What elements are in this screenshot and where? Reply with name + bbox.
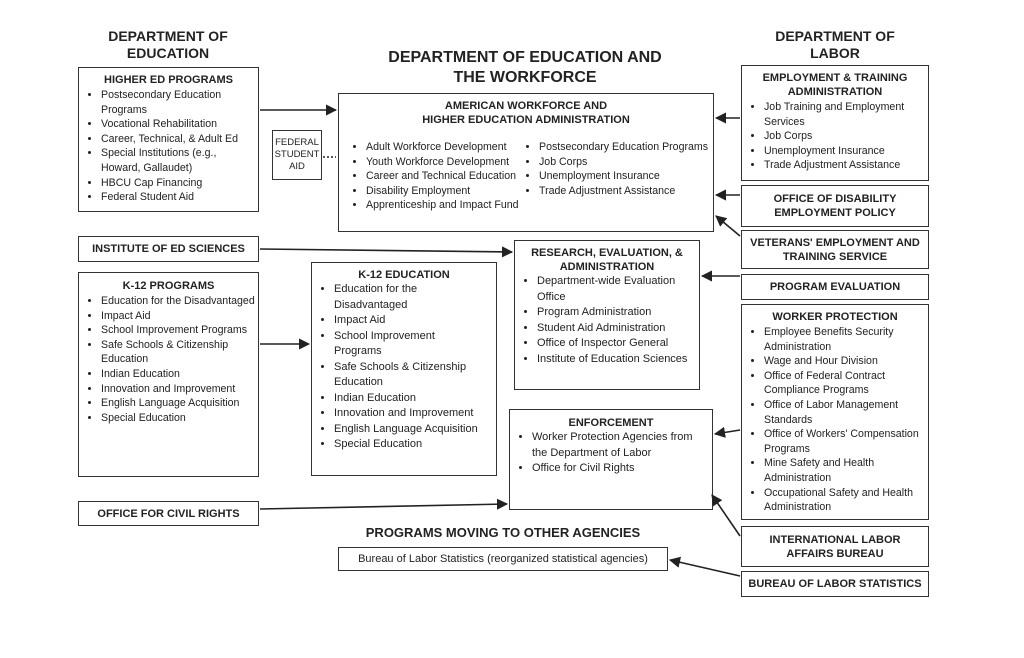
list-item: • Unemployment Insurance (539, 169, 719, 184)
k12-education-box (311, 262, 497, 476)
list-item: • Career, Technical, & Adult Ed (101, 132, 258, 147)
list-item: • Unemployment Insurance (764, 144, 924, 159)
eta-title: EMPLOYMENT & TRAINING ADMINISTRATION (762, 72, 908, 98)
list-item: • Youth Workforce Development (366, 155, 546, 170)
programs-moving-title: PROGRAMS MOVING TO OTHER AGENCIES (365, 525, 641, 540)
page-title: DEPARTMENT OF EDUCATION AND THE WORKFORCE (388, 49, 662, 86)
dept-labor-title: DEPARTMENT OF LABOR (775, 28, 895, 61)
bls-label: BUREAU OF LABOR STATISTICS (748, 578, 922, 590)
list-item: • Job Corps (764, 129, 924, 144)
enforcement-box (509, 409, 713, 510)
list-item: • Career and Technical Education (366, 169, 546, 184)
arrow-ocr-to-enforcement (260, 504, 507, 509)
bls-moving-label: Bureau of Labor Statistics (reorganized statistical agencies) (358, 553, 648, 565)
federal-student-aid-label: FEDERAL STUDENT AID (274, 137, 320, 172)
list-item: • Education for the Disadvantaged (334, 282, 484, 313)
list-item: • Adult Workforce Development (366, 140, 546, 155)
k12-programs-box (78, 272, 259, 477)
ies-label: INSTITUTE OF ED SCIENCES (92, 243, 245, 255)
ocr-box (78, 501, 259, 526)
list-item: • School Improvement Programs (334, 329, 484, 360)
eta-list (742, 100, 924, 173)
enforcement-list (510, 430, 710, 477)
higher-ed-programs-list (79, 88, 258, 205)
odep-label: OFFICE OF DISABILITY EMPLOYMENT POLICY (773, 193, 897, 219)
dept-education-title: DEPARTMENT OF EDUCATION (108, 28, 228, 61)
list-item: • Worker Protection Agencies from the Department of Labor (532, 430, 710, 461)
list-item: • Wage and Hour Division (764, 354, 924, 369)
list-item: • Special Education (334, 437, 484, 453)
list-item: • Office for Civil Rights (532, 461, 710, 477)
list-item: • Trade Adjustment Assistance (539, 184, 719, 199)
higher-ed-programs-box (78, 67, 259, 212)
awhea-title: AMERICAN WORKFORCE AND HIGHER EDUCATION ADMINISTRATION (422, 100, 630, 126)
ocr-label: OFFICE FOR CIVIL RIGHTS (97, 507, 240, 520)
list-item: • HBCU Cap Financing (101, 176, 258, 191)
odep-box (741, 185, 929, 227)
list-item: • Education for the Disadvantaged (101, 294, 258, 309)
program-evaluation-label: PROGRAM EVALUATION (769, 281, 901, 293)
vets-label: VETERANS' EMPLOYMENT AND TRAINING SERVICE (750, 236, 920, 263)
list-item: • Employee Benefits Security Administration (764, 325, 924, 354)
ies-box (78, 236, 259, 262)
program-evaluation-box (741, 274, 929, 300)
list-item: • Apprenticeship and Impact Fund (366, 198, 546, 213)
list-item: • Job Corps (539, 155, 719, 170)
awhea-box (338, 93, 714, 232)
list-item: • Office of Federal Contract Compliance Programs (764, 369, 924, 398)
list-item: • Office of Inspector General (537, 336, 702, 352)
list-item: • Occupational Safety and Health Administration (764, 486, 924, 515)
worker-protection-box (741, 304, 929, 520)
list-item: • Innovation and Improvement (334, 406, 484, 422)
list-item: • Office of Labor Management Standards (764, 398, 924, 427)
worker-protection-list (742, 325, 924, 515)
list-item: • Safe Schools & Citizenship Education (101, 338, 258, 367)
list-item: • English Language Acquisition (334, 422, 484, 438)
list-item: • Federal Student Aid (101, 190, 258, 205)
arrow-worker-protection-to-enforcement (715, 430, 740, 434)
list-item: • Institute of Education Sciences (537, 352, 702, 368)
list-item: • Impact Aid (334, 313, 484, 329)
list-item: • Special Education (101, 411, 258, 426)
k12-education-list (312, 282, 484, 453)
bls-moving-box (338, 547, 668, 571)
federal-student-aid-box (272, 130, 322, 180)
vets-box (741, 230, 929, 269)
arrow-vets-to-awhea (716, 216, 740, 236)
awhea-left-list (344, 140, 546, 213)
list-item: • Indian Education (334, 391, 484, 407)
rea-box (514, 240, 700, 390)
rea-list (515, 274, 702, 367)
list-item: • Impact Aid (101, 309, 258, 324)
list-item: • School Improvement Programs (101, 323, 258, 338)
list-item: • Trade Adjustment Assistance (764, 158, 924, 173)
list-item: • Postsecondary Education Programs (539, 140, 719, 155)
higher-ed-programs-title: HIGHER ED PROGRAMS (104, 74, 233, 86)
arrow-ilab-to-enforcement (712, 495, 740, 536)
ilab-label: INTERNATIONAL LABOR AFFAIRS BUREAU (769, 533, 901, 560)
list-item: • Postsecondary Education Programs (101, 88, 258, 117)
list-item: • Department-wide Evaluation Office (537, 274, 702, 305)
enforcement-title: ENFORCEMENT (568, 417, 654, 429)
list-item: • Program Administration (537, 305, 702, 321)
k12-programs-list (79, 294, 258, 425)
rea-title: RESEARCH, EVALUATION, & ADMINISTRATION (531, 247, 683, 273)
bls-box (741, 571, 929, 597)
ilab-box (741, 526, 929, 567)
list-item: • Job Training and Employment Services (764, 100, 924, 129)
list-item: • Indian Education (101, 367, 258, 382)
list-item: • English Language Acquisition (101, 396, 258, 411)
list-item: • Vocational Rehabilitation (101, 117, 258, 132)
awhea-right-list (517, 140, 719, 198)
list-item: • Disability Employment (366, 184, 546, 199)
list-item: • Special Institutions (e.g., Howard, Gallaudet) (101, 146, 258, 175)
arrow-ies-to-rea (260, 249, 512, 252)
list-item: • Safe Schools & Citizenship Education (334, 360, 484, 391)
list-item: • Student Aid Administration (537, 321, 702, 337)
k12-programs-title: K-12 PROGRAMS (122, 280, 215, 292)
k12-education-title: K-12 EDUCATION (358, 269, 450, 281)
arrow-bls-to-moving (670, 560, 740, 576)
eta-box (741, 65, 929, 181)
list-item: • Innovation and Improvement (101, 382, 258, 397)
list-item: • Mine Safety and Health Administration (764, 456, 924, 485)
worker-protection-title: WORKER PROTECTION (772, 311, 898, 323)
list-item: • Office of Workers' Compensation Programs (764, 427, 924, 456)
